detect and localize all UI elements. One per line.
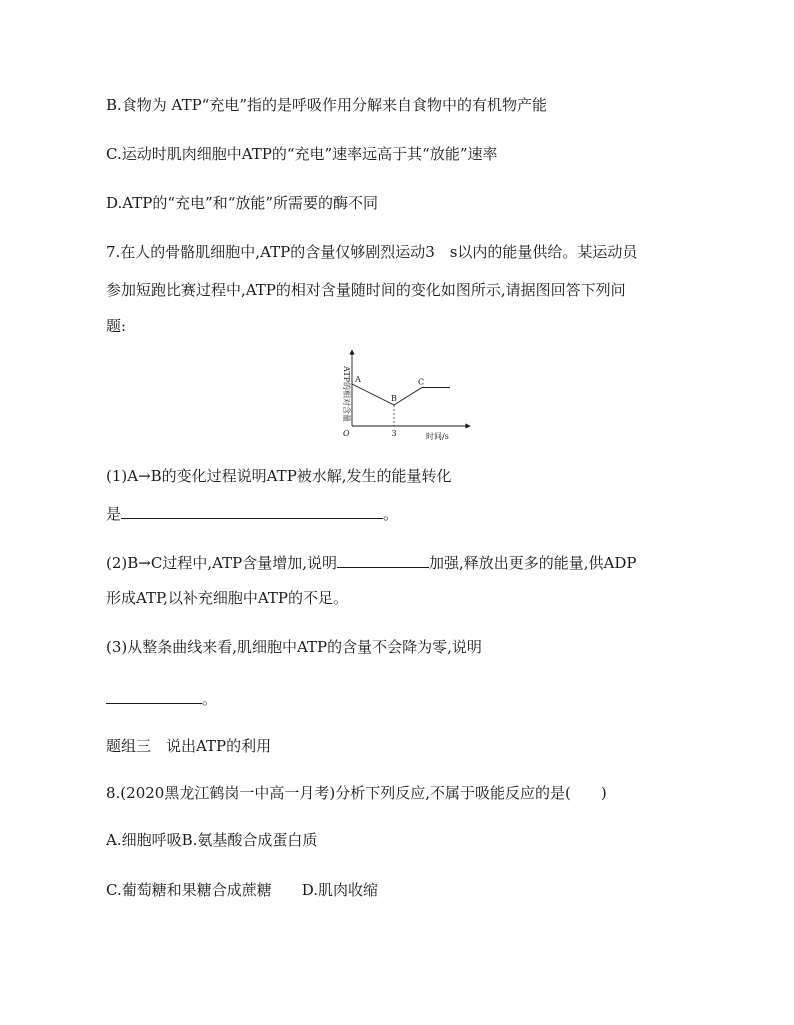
question-7-text-1: 7.在人的骨骼肌细胞中,ATP的含量仅够剧烈运动3 s以内的能量供给。某运动员	[106, 243, 638, 261]
answer-blank-2[interactable]	[337, 551, 429, 568]
q7-part-1-suffix: 。	[383, 505, 399, 523]
atp-chart-svg	[322, 348, 472, 444]
y-axis-label: ATP的相对含量	[342, 366, 351, 423]
point-label-c: C	[417, 377, 425, 387]
q7-part-2-text: 形成ATP,以补充细胞中ATP的不足。	[106, 589, 348, 607]
q8-options-cd-text: C.葡萄糖和果糖合成蔗糖 D.肌肉收缩	[106, 881, 378, 899]
q8-options-ab-text: A.细胞呼吸B.氨基酸合成蛋白质	[106, 831, 318, 849]
option-c-text: C.运动时肌肉细胞中ATP的“充电”速率远高于其“放能”速率	[106, 145, 498, 163]
question-7-line-2	[106, 280, 626, 300]
q7-part-3-text: (3)从整条曲线来看,肌细胞中ATP的含量不会降为零,说明	[106, 638, 482, 656]
q7-part-1-text: (1)A→B的变化过程说明ATP被水解,发生的能量转化	[106, 467, 452, 485]
q7-part-3-line-1	[106, 637, 482, 657]
q7-part-2-suffix: 加强,释放出更多的能量,供ADP	[428, 554, 637, 572]
group-3-title: 题组三 说出ATP的利用	[106, 737, 272, 755]
question-7-text-3: 题:	[106, 317, 127, 335]
point-label-a: A	[355, 375, 361, 384]
q7-part-2-prefix: (2)B→C过程中,ATP含量增加,说明	[106, 554, 337, 572]
q7-part-3-line-2	[106, 687, 217, 709]
answer-blank-1[interactable]	[121, 502, 383, 519]
q7-part-2-line-2	[106, 588, 348, 608]
question-7-line-3	[106, 316, 126, 336]
question-7-text-2: 参加短跑比赛过程中,ATP的相对含量随时间的变化如图所示,请据图回答下列问	[106, 281, 626, 299]
option-d	[106, 193, 378, 213]
question-8	[106, 783, 607, 803]
answer-blank-3[interactable]	[106, 687, 202, 704]
option-b	[106, 95, 547, 115]
atp-curve	[352, 384, 450, 405]
x-tick-label: 3	[391, 429, 397, 438]
option-b-text: B.食物为 ATP“充电”指的是呼吸作用分解来自食物中的有机物产能	[106, 96, 548, 114]
q7-part-1-line-1	[106, 466, 452, 486]
q8-options-ab	[106, 830, 317, 850]
origin-label: O	[343, 429, 350, 438]
question-7-line-1	[106, 242, 637, 262]
x-axis-label: 时间/s	[426, 432, 449, 441]
section-heading-group-3	[106, 736, 271, 756]
option-d-text: D.ATP的“充电”和“放能”所需要的酶不同	[106, 194, 379, 212]
atp-chart	[322, 348, 472, 444]
q7-part-1-line-2	[106, 502, 398, 524]
q7-part-3-suffix: 。	[202, 690, 218, 708]
question-8-text: 8.(2020黑龙江鹤岗一中高一月考)分析下列反应,不属于吸能反应的是( )	[106, 784, 607, 802]
option-c	[106, 144, 498, 164]
q8-options-cd	[106, 880, 378, 900]
point-label-b: B	[391, 394, 397, 403]
q7-part-2-line-1	[106, 551, 636, 573]
q7-part-1-prefix: 是	[106, 505, 122, 523]
